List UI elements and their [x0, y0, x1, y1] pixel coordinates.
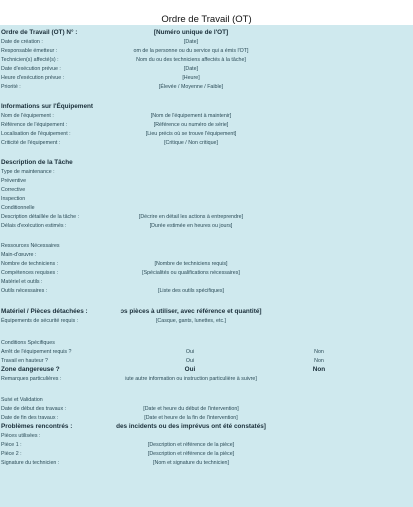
resources-tools-row: [0, 278, 413, 286]
row-label: Date de création :: [1, 39, 43, 45]
ot-number-row[interactable]: [0, 29, 413, 37]
row-label: Matériel / Pièces détachées :: [1, 308, 88, 315]
row-label: Criticité de l'équipement :: [1, 140, 61, 146]
condition-row[interactable]: [0, 357, 413, 365]
row-value: ɔs pièces à utiliser, avec référence et quantité]: [120, 308, 262, 315]
general-row[interactable]: [0, 74, 413, 82]
section-conditions-heading: [0, 339, 413, 347]
row-value: [Élevée / Moyenne / Faible]: [158, 84, 224, 90]
general-row[interactable]: [0, 56, 413, 64]
row-value: des incidents ou des imprévus ont été constatés]: [116, 423, 266, 430]
row-value: [Nom et signature du technicien]: [153, 460, 229, 466]
row-label: Localisation de l'équipement :: [1, 131, 71, 137]
row-label: Outils nécessaires :: [1, 288, 48, 294]
section-resources-heading: [0, 242, 413, 250]
equipment-row[interactable]: [0, 121, 413, 129]
row-label: Zone dangereuse ?: [1, 366, 60, 373]
row-label: Équipements de sécurité requis :: [1, 318, 79, 324]
equipment-row[interactable]: [0, 112, 413, 120]
row-value: Nom du ou des techniciens affectés à la tâche]: [136, 57, 246, 63]
row-value: [Spécialités ou qualifications nécessaires]: [142, 270, 240, 276]
row-value: [Liste des outils spécifiques]: [158, 288, 224, 294]
row-label: Signature du technicien :: [1, 460, 60, 466]
safety-row[interactable]: [0, 317, 413, 325]
task-type-option[interactable]: [0, 195, 413, 203]
row-value: [Référence ou numéro de série]: [153, 122, 229, 128]
row-value: [Description et référence de la pièce]: [147, 451, 235, 457]
followup-row[interactable]: [0, 414, 413, 422]
signature-row[interactable]: [0, 459, 413, 467]
row-label: Pièce 1 :: [1, 442, 22, 448]
row-label: Remarques particulières :: [1, 376, 62, 382]
task-row[interactable]: [0, 213, 413, 221]
row-label: Heure d'exécution prévue :: [1, 75, 65, 81]
row-label: Date de fin des travaux :: [1, 415, 59, 421]
row-label: Conditionnelle: [1, 205, 35, 211]
equipment-row[interactable]: [0, 139, 413, 147]
task-type-option[interactable]: [0, 204, 413, 212]
part-row[interactable]: [0, 450, 413, 458]
row-label: Priorité :: [1, 84, 21, 90]
row-label: Main-d'œuvre :: [1, 252, 37, 258]
materials-heading-row[interactable]: [0, 308, 413, 316]
row-label: Type de maintenance :: [1, 169, 55, 175]
option-yes[interactable]: Oui: [185, 349, 195, 355]
row-label: Arrêt de l'équipement requis ?: [1, 349, 72, 355]
row-value: [Description et référence de la pièce]: [147, 442, 235, 448]
row-label: Corrective: [1, 187, 26, 193]
row-label: Délais d'exécution estimés :: [1, 223, 67, 229]
section-title: Informations sur l'Équipement: [1, 103, 94, 110]
row-label: Matériel et outils :: [1, 279, 43, 285]
task-type-row[interactable]: [0, 168, 413, 176]
row-value: [Heure]: [182, 75, 200, 81]
general-row[interactable]: [0, 65, 413, 73]
row-label: Date de début des travaux :: [1, 406, 67, 412]
row-label: Travail en hauteur ?: [1, 358, 48, 364]
row-value: [Date]: [183, 66, 199, 72]
row-value: [Nombre de techniciens requis]: [154, 261, 228, 267]
section-title: Description de la Tâche: [1, 159, 73, 166]
general-row[interactable]: [0, 83, 413, 91]
general-row[interactable]: [0, 47, 413, 55]
ot-number-label: Ordre de Travail (OT) N° :: [1, 29, 78, 36]
condition-row[interactable]: [0, 348, 413, 356]
section-title: Ressources Nécessaires: [1, 243, 60, 249]
section-followup-heading: [0, 396, 413, 404]
option-no[interactable]: Non: [314, 358, 324, 364]
row-value: [Critique / Non critique]: [164, 140, 218, 146]
row-label: Technicien(s) affecté(s) :: [1, 57, 59, 63]
section-title: Conditions Spécifiques: [1, 340, 55, 346]
row-label: Pièce 2 :: [1, 451, 22, 457]
row-value: [Décrire en détail les actions à entreprendre]: [138, 214, 244, 220]
task-type-option[interactable]: [0, 186, 413, 194]
resources-row[interactable]: [0, 287, 413, 295]
section-task-heading: [0, 159, 413, 167]
section-equipment-heading: [0, 103, 413, 111]
page-title: Ordre de Travail (OT): [161, 14, 252, 25]
danger-zone-row[interactable]: [0, 366, 413, 374]
section-title: Suivi et Validation: [1, 397, 43, 403]
row-value: [Durée estimée en heures ou jours]: [149, 223, 233, 229]
row-label: Pièces utilisées :: [1, 433, 41, 439]
equipment-row[interactable]: [0, 130, 413, 138]
general-row[interactable]: [0, 38, 413, 46]
row-value: iute autre information ou instruction particulière à suivre]: [125, 376, 257, 382]
row-label: Description détaillée de la tâche :: [1, 214, 80, 220]
row-label: Préventive: [1, 178, 27, 184]
row-label: Responsable émetteur :: [1, 48, 58, 54]
row-label: Date d'exécution prévue :: [1, 66, 61, 72]
row-value: [Date et heure du début de l'intervention]: [143, 406, 239, 412]
row-value: [Date et heure de la fin de l'intervention]: [144, 415, 238, 421]
row-label: Référence de l'équipement :: [1, 122, 68, 128]
resources-row[interactable]: [0, 260, 413, 268]
option-yes[interactable]: Oui: [185, 358, 195, 364]
row-value: [Nom de l'équipement à maintenir]: [150, 113, 232, 119]
resources-row[interactable]: [0, 269, 413, 277]
row-label: Nom de l'équipement :: [1, 113, 54, 119]
problems-row[interactable]: [0, 423, 413, 431]
parts-used-row: [0, 432, 413, 440]
option-no[interactable]: Non: [312, 366, 326, 373]
row-label: Nombre de techniciens :: [1, 261, 59, 267]
followup-row[interactable]: [0, 405, 413, 413]
option-yes[interactable]: Oui: [184, 366, 196, 373]
work-order-sheet: [0, 25, 413, 507]
ot-number-value: [Numéro unique de l'OT]: [153, 29, 229, 36]
row-value: [Casque, gants, lunettes, etc.]: [155, 318, 227, 324]
resources-sub-row: [0, 251, 413, 259]
row-label: Compétences requises :: [1, 270, 59, 276]
row-label: Inspection: [1, 196, 26, 202]
task-type-option[interactable]: [0, 177, 413, 185]
remarks-row[interactable]: [0, 375, 413, 383]
task-row[interactable]: [0, 222, 413, 230]
option-no[interactable]: Non: [314, 349, 324, 355]
part-row[interactable]: [0, 441, 413, 449]
row-value: [Date]: [183, 39, 199, 45]
row-label: Problèmes rencontrés :: [1, 423, 73, 430]
row-value: [Lieu précis où se trouve l'équipement]: [145, 131, 237, 137]
row-value: om de la personne ou du service qui a émis l'OT]: [133, 48, 249, 54]
